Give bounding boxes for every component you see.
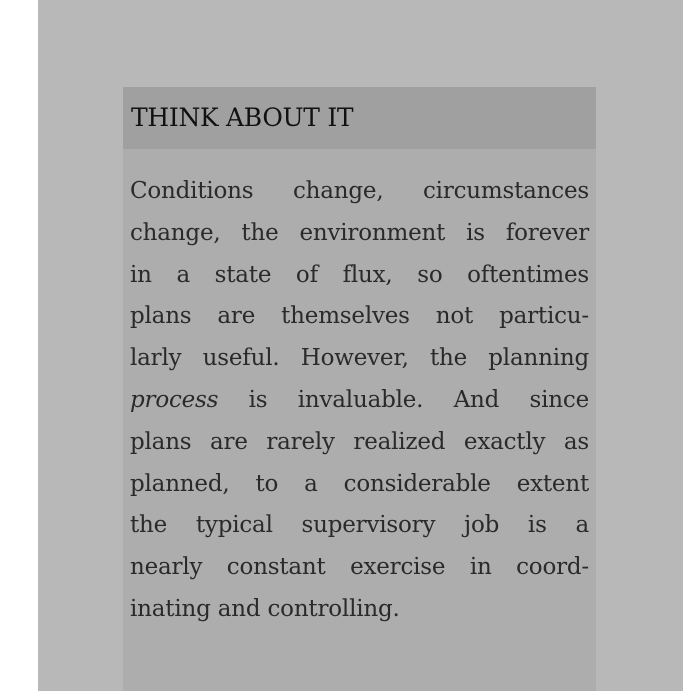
page xyxy=(38,0,683,691)
text-line-with-emphasis xyxy=(130,380,589,422)
think-about-it-box xyxy=(123,87,596,691)
text-line: larly useful. However, the planning xyxy=(130,345,589,372)
text-line: inating and controlling. xyxy=(130,595,400,622)
text-line-rest: is invaluable. And since xyxy=(248,386,589,413)
body-paragraph xyxy=(130,171,589,631)
box-title: THINK ABOUT IT xyxy=(131,102,354,132)
emphasis-word: process xyxy=(130,386,219,413)
text-line: planned, to a considerable extent xyxy=(130,470,589,497)
text-line: plans are themselves not particu- xyxy=(130,303,589,330)
text-line: nearly constant exercise in coord- xyxy=(130,554,589,581)
text-line: change, the environment is forever xyxy=(130,219,589,246)
text-line: Conditions change, circumstances xyxy=(130,178,589,204)
text-line: plans are rarely realized exactly as xyxy=(130,428,589,455)
box-header xyxy=(123,87,596,149)
box-body xyxy=(123,149,596,631)
text-line: the typical supervisory job is a xyxy=(130,512,589,539)
text-line: in a state of flux, so oftentimes xyxy=(130,261,589,288)
